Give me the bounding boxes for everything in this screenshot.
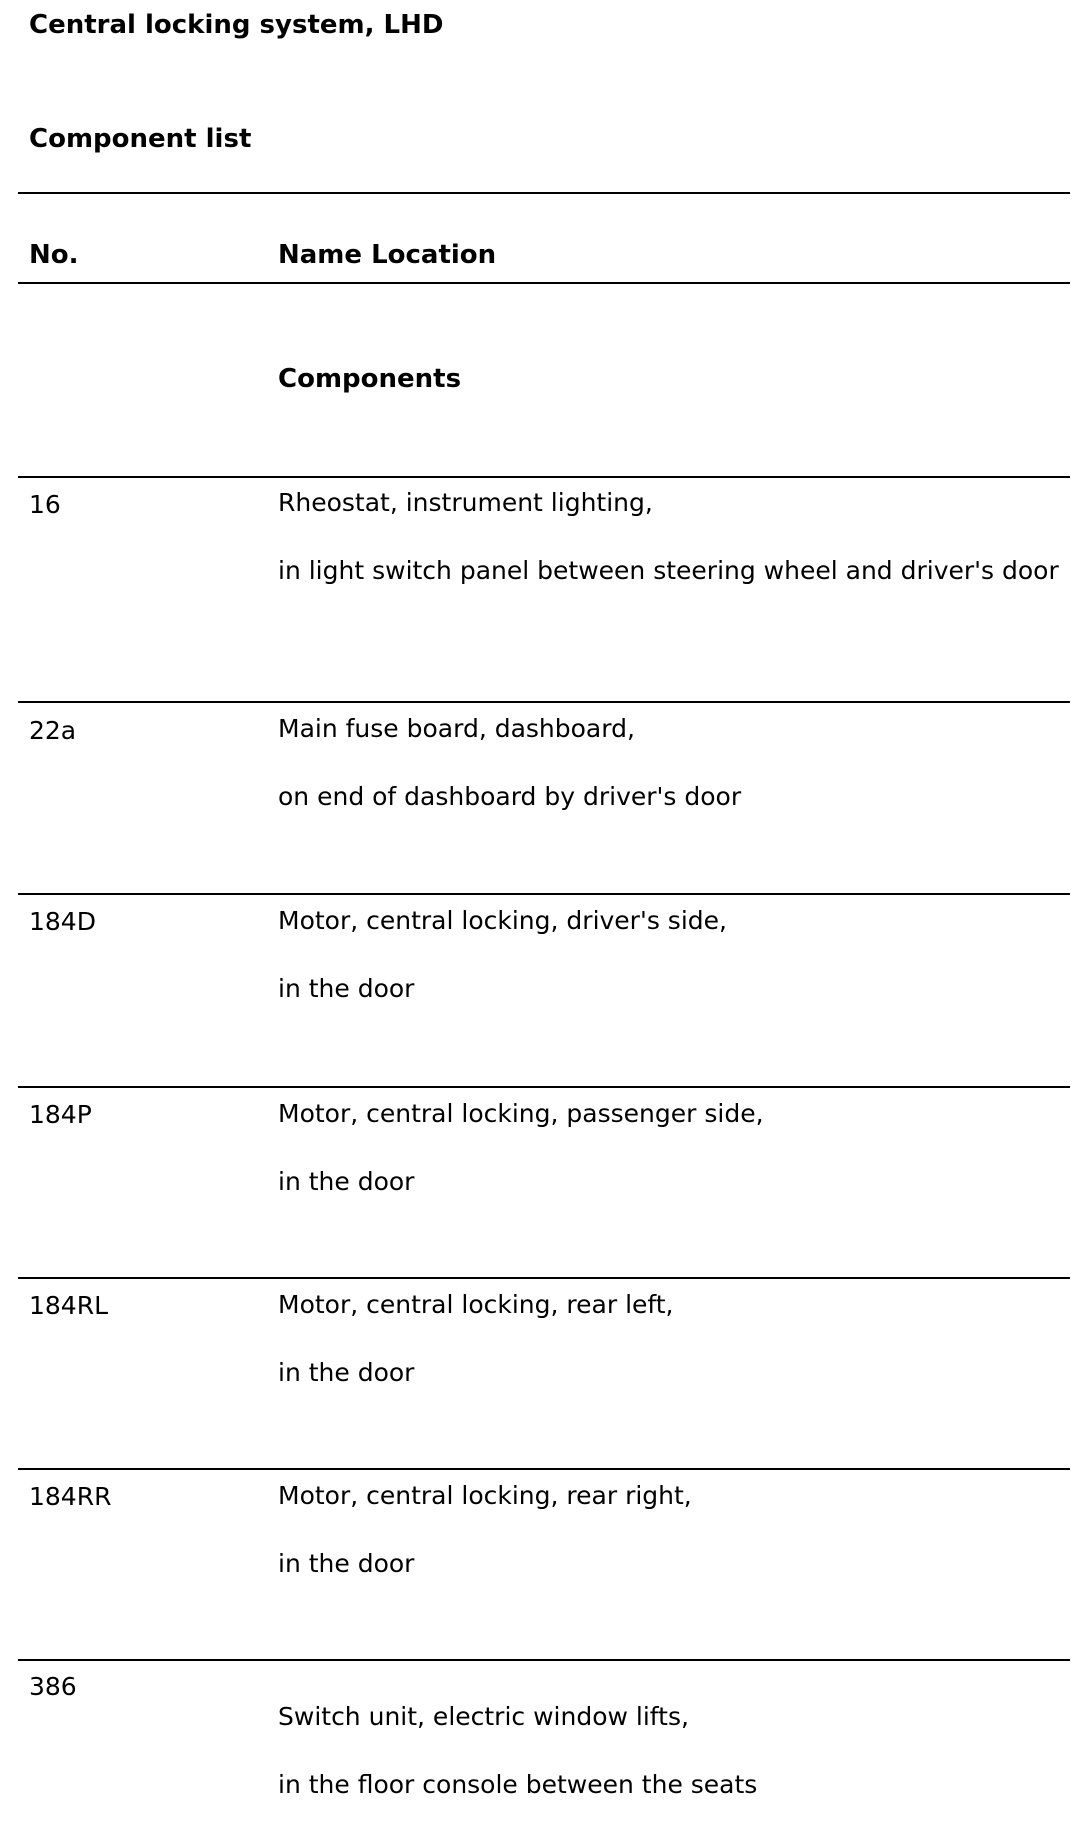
- row-location: in the door: [278, 1167, 415, 1196]
- header-bottom-rule: [18, 282, 1070, 284]
- row-divider: [18, 1277, 1070, 1279]
- row-divider: [18, 1659, 1070, 1661]
- row-location: in the door: [278, 1358, 415, 1387]
- row-number: 22a: [29, 716, 77, 745]
- row-divider: [18, 1468, 1070, 1470]
- section-title: Component list: [29, 124, 252, 154]
- row-name: Switch unit, electric window lifts,: [278, 1702, 689, 1731]
- row-divider: [18, 1086, 1070, 1088]
- column-header-name-location: Name Location: [278, 240, 497, 270]
- row-name: Motor, central locking, rear right,: [278, 1481, 692, 1510]
- row-location: in the door: [278, 974, 415, 1003]
- row-number: 184RL: [29, 1291, 109, 1320]
- row-location: in the floor console between the seats: [278, 1770, 758, 1799]
- row-name: Rheostat, instrument lighting,: [278, 488, 653, 517]
- row-name: Main fuse board, dashboard,: [278, 714, 635, 743]
- row-number: 16: [29, 490, 61, 519]
- group-heading: Components: [278, 364, 462, 394]
- row-name: Motor, central locking, rear left,: [278, 1290, 674, 1319]
- row-name: Motor, central locking, passenger side,: [278, 1099, 764, 1128]
- row-divider: [18, 476, 1070, 478]
- row-divider: [18, 893, 1070, 895]
- row-location: in light switch panel between steering wheel and driver's door: [278, 556, 1059, 585]
- document-title: Central locking system, LHD: [29, 10, 444, 40]
- row-number: 386: [29, 1672, 77, 1701]
- column-header-no: No.: [29, 240, 79, 270]
- row-number: 184RR: [29, 1482, 112, 1511]
- row-location: on end of dashboard by driver's door: [278, 782, 742, 811]
- row-divider: [18, 701, 1070, 703]
- row-location: in the door: [278, 1549, 415, 1578]
- table-top-rule: [18, 192, 1070, 194]
- row-number: 184P: [29, 1100, 92, 1129]
- row-name: Motor, central locking, driver's side,: [278, 906, 727, 935]
- row-number: 184D: [29, 907, 96, 936]
